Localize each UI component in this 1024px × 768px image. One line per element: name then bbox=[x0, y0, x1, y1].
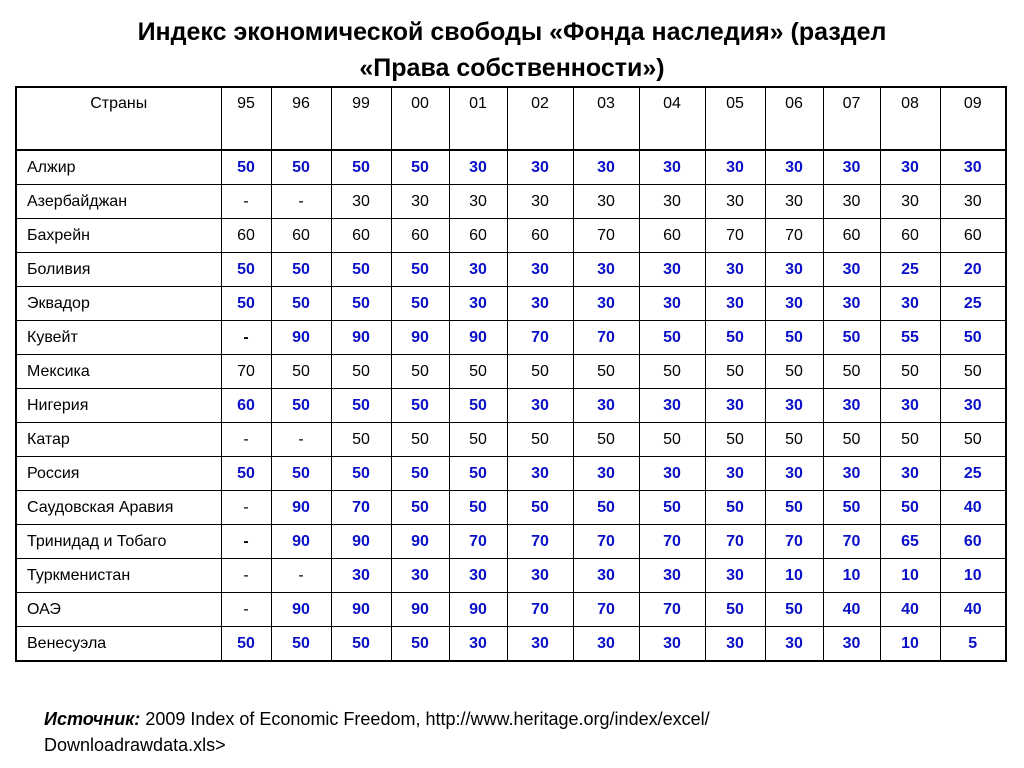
value-cell: 30 bbox=[880, 150, 940, 185]
country-cell: Алжир bbox=[16, 150, 221, 185]
country-cell: Азербайджан bbox=[16, 185, 221, 219]
value-cell: 50 bbox=[639, 491, 705, 525]
value-cell: 50 bbox=[940, 355, 1006, 389]
value-cell: 50 bbox=[573, 355, 639, 389]
value-cell: 30 bbox=[823, 627, 880, 662]
value-cell: 30 bbox=[765, 253, 823, 287]
value-cell: 50 bbox=[449, 491, 507, 525]
value-cell: 60 bbox=[823, 219, 880, 253]
value-cell: 50 bbox=[391, 389, 449, 423]
value-cell: 50 bbox=[271, 355, 331, 389]
value-cell: 60 bbox=[449, 219, 507, 253]
header-year: 96 bbox=[271, 87, 331, 150]
value-cell: 50 bbox=[221, 150, 271, 185]
value-cell: 50 bbox=[823, 321, 880, 355]
value-cell: 40 bbox=[940, 593, 1006, 627]
country-cell: Бахрейн bbox=[16, 219, 221, 253]
value-cell: 50 bbox=[507, 423, 573, 457]
value-cell: 30 bbox=[639, 185, 705, 219]
value-cell: 50 bbox=[705, 593, 765, 627]
value-cell: 50 bbox=[705, 321, 765, 355]
value-cell: 30 bbox=[705, 253, 765, 287]
value-cell: 30 bbox=[639, 457, 705, 491]
value-cell: 30 bbox=[507, 559, 573, 593]
value-cell: 30 bbox=[573, 185, 639, 219]
header-year: 03 bbox=[573, 87, 639, 150]
value-cell: 30 bbox=[765, 150, 823, 185]
source-note bbox=[44, 706, 710, 758]
header-year: 09 bbox=[940, 87, 1006, 150]
value-cell: 40 bbox=[823, 593, 880, 627]
value-cell: 50 bbox=[331, 627, 391, 662]
value-cell: - bbox=[221, 321, 271, 355]
value-cell: 50 bbox=[331, 287, 391, 321]
value-cell: 70 bbox=[331, 491, 391, 525]
header-year: 95 bbox=[221, 87, 271, 150]
value-cell: 30 bbox=[639, 559, 705, 593]
value-cell: 90 bbox=[391, 593, 449, 627]
value-cell: 10 bbox=[765, 559, 823, 593]
value-cell: 30 bbox=[639, 150, 705, 185]
table-row bbox=[16, 389, 1006, 423]
value-cell: 50 bbox=[221, 253, 271, 287]
value-cell: 30 bbox=[765, 185, 823, 219]
value-cell: 50 bbox=[331, 355, 391, 389]
value-cell: 70 bbox=[573, 321, 639, 355]
value-cell: 90 bbox=[331, 321, 391, 355]
value-cell: 10 bbox=[940, 559, 1006, 593]
value-cell: 30 bbox=[573, 389, 639, 423]
value-cell: 50 bbox=[823, 423, 880, 457]
value-cell: 50 bbox=[221, 287, 271, 321]
value-cell: 70 bbox=[221, 355, 271, 389]
table-row bbox=[16, 525, 1006, 559]
value-cell: 50 bbox=[940, 321, 1006, 355]
table-header-row bbox=[16, 87, 1006, 150]
country-cell: Эквадор bbox=[16, 287, 221, 321]
value-cell: 50 bbox=[765, 593, 823, 627]
value-cell: 30 bbox=[705, 150, 765, 185]
country-cell: Нигерия bbox=[16, 389, 221, 423]
country-cell: ОАЭ bbox=[16, 593, 221, 627]
value-cell: 30 bbox=[507, 150, 573, 185]
value-cell: 50 bbox=[639, 321, 705, 355]
value-cell: 50 bbox=[573, 491, 639, 525]
value-cell: 60 bbox=[507, 219, 573, 253]
value-cell: - bbox=[221, 593, 271, 627]
table-row bbox=[16, 287, 1006, 321]
value-cell: 50 bbox=[271, 389, 331, 423]
value-cell: 50 bbox=[391, 355, 449, 389]
value-cell: 30 bbox=[639, 389, 705, 423]
value-cell: 60 bbox=[391, 219, 449, 253]
value-cell: 30 bbox=[765, 389, 823, 423]
value-cell: 30 bbox=[331, 559, 391, 593]
country-cell: Венесуэла bbox=[16, 627, 221, 662]
value-cell: 10 bbox=[880, 627, 940, 662]
value-cell: - bbox=[221, 423, 271, 457]
value-cell: 50 bbox=[331, 423, 391, 457]
country-cell: Саудовская Аравия bbox=[16, 491, 221, 525]
value-cell: 30 bbox=[765, 457, 823, 491]
value-cell: 30 bbox=[880, 287, 940, 321]
value-cell: 30 bbox=[765, 287, 823, 321]
table-row bbox=[16, 491, 1006, 525]
value-cell: 70 bbox=[449, 525, 507, 559]
value-cell: 25 bbox=[940, 457, 1006, 491]
title-line-1: Индекс экономической свободы «Фонда наследия» (раздел bbox=[137, 18, 887, 46]
value-cell: 50 bbox=[880, 423, 940, 457]
value-cell: 50 bbox=[449, 457, 507, 491]
value-cell: 30 bbox=[573, 627, 639, 662]
value-cell: 25 bbox=[880, 253, 940, 287]
value-cell: 90 bbox=[391, 525, 449, 559]
value-cell: 30 bbox=[573, 253, 639, 287]
table-row bbox=[16, 253, 1006, 287]
value-cell: 70 bbox=[573, 525, 639, 559]
value-cell: 30 bbox=[573, 287, 639, 321]
value-cell: 55 bbox=[880, 321, 940, 355]
value-cell: 50 bbox=[221, 627, 271, 662]
value-cell: - bbox=[221, 491, 271, 525]
value-cell: 50 bbox=[271, 457, 331, 491]
value-cell: 30 bbox=[639, 253, 705, 287]
value-cell: 40 bbox=[940, 491, 1006, 525]
value-cell: 50 bbox=[449, 423, 507, 457]
table-row bbox=[16, 457, 1006, 491]
value-cell: 90 bbox=[331, 525, 391, 559]
value-cell: 70 bbox=[823, 525, 880, 559]
value-cell: 30 bbox=[507, 185, 573, 219]
table-row bbox=[16, 355, 1006, 389]
value-cell: 30 bbox=[639, 627, 705, 662]
header-year: 08 bbox=[880, 87, 940, 150]
value-cell: 70 bbox=[507, 593, 573, 627]
value-cell: 30 bbox=[573, 150, 639, 185]
value-cell: 30 bbox=[573, 457, 639, 491]
page-title bbox=[0, 14, 1024, 86]
value-cell: 30 bbox=[507, 253, 573, 287]
value-cell: 70 bbox=[573, 593, 639, 627]
value-cell: 50 bbox=[331, 457, 391, 491]
value-cell: 50 bbox=[391, 423, 449, 457]
value-cell: 60 bbox=[940, 525, 1006, 559]
value-cell: 30 bbox=[507, 627, 573, 662]
value-cell: 30 bbox=[823, 185, 880, 219]
value-cell: 90 bbox=[271, 525, 331, 559]
value-cell: 50 bbox=[823, 355, 880, 389]
value-cell: 60 bbox=[880, 219, 940, 253]
value-cell: 30 bbox=[639, 287, 705, 321]
value-cell: 90 bbox=[271, 593, 331, 627]
value-cell: 50 bbox=[391, 253, 449, 287]
header-year: 99 bbox=[331, 87, 391, 150]
country-cell: Мексика bbox=[16, 355, 221, 389]
value-cell: 30 bbox=[705, 457, 765, 491]
value-cell: 50 bbox=[331, 150, 391, 185]
value-cell: 30 bbox=[507, 287, 573, 321]
header-year: 07 bbox=[823, 87, 880, 150]
value-cell: 30 bbox=[823, 253, 880, 287]
value-cell: 30 bbox=[823, 457, 880, 491]
value-cell: 65 bbox=[880, 525, 940, 559]
value-cell: 50 bbox=[705, 423, 765, 457]
value-cell: 30 bbox=[940, 185, 1006, 219]
header-year: 05 bbox=[705, 87, 765, 150]
value-cell: 70 bbox=[573, 219, 639, 253]
value-cell: 90 bbox=[449, 321, 507, 355]
value-cell: 50 bbox=[271, 627, 331, 662]
value-cell: 50 bbox=[449, 355, 507, 389]
value-cell: 50 bbox=[391, 150, 449, 185]
value-cell: 70 bbox=[639, 525, 705, 559]
value-cell: 30 bbox=[391, 185, 449, 219]
value-cell: 30 bbox=[880, 185, 940, 219]
source-text-line-2: Downloadrawdata.xls> bbox=[44, 735, 226, 755]
source-text: 2009 Index of Economic Freedom, http://www.heritage.org/index/excel/ bbox=[140, 709, 710, 729]
header-year: 04 bbox=[639, 87, 705, 150]
value-cell: 50 bbox=[765, 355, 823, 389]
value-cell: 30 bbox=[705, 185, 765, 219]
value-cell: 25 bbox=[940, 287, 1006, 321]
value-cell: - bbox=[271, 559, 331, 593]
value-cell: 50 bbox=[271, 253, 331, 287]
title-line-2: «Права собственности») bbox=[359, 54, 665, 82]
country-cell: Боливия bbox=[16, 253, 221, 287]
value-cell: 30 bbox=[940, 150, 1006, 185]
value-cell: 50 bbox=[331, 253, 391, 287]
table-row bbox=[16, 185, 1006, 219]
value-cell: 50 bbox=[271, 287, 331, 321]
country-cell: Россия bbox=[16, 457, 221, 491]
header-country: Страны bbox=[16, 87, 221, 150]
country-cell: Кувейт bbox=[16, 321, 221, 355]
value-cell: 50 bbox=[880, 491, 940, 525]
value-cell: 30 bbox=[507, 457, 573, 491]
value-cell: 60 bbox=[940, 219, 1006, 253]
property-rights-table bbox=[15, 86, 1007, 662]
value-cell: 50 bbox=[391, 627, 449, 662]
value-cell: 30 bbox=[705, 287, 765, 321]
value-cell: 30 bbox=[823, 150, 880, 185]
value-cell: 60 bbox=[221, 219, 271, 253]
value-cell: 30 bbox=[449, 559, 507, 593]
value-cell: 60 bbox=[221, 389, 271, 423]
value-cell: 30 bbox=[940, 389, 1006, 423]
value-cell: 30 bbox=[449, 627, 507, 662]
header-year: 02 bbox=[507, 87, 573, 150]
value-cell: 50 bbox=[331, 389, 391, 423]
value-cell: 60 bbox=[331, 219, 391, 253]
value-cell: 50 bbox=[639, 355, 705, 389]
value-cell: 90 bbox=[271, 321, 331, 355]
value-cell: 30 bbox=[449, 150, 507, 185]
value-cell: - bbox=[271, 185, 331, 219]
value-cell: 50 bbox=[880, 355, 940, 389]
value-cell: - bbox=[221, 185, 271, 219]
value-cell: 70 bbox=[507, 525, 573, 559]
value-cell: 50 bbox=[221, 457, 271, 491]
value-cell: - bbox=[271, 423, 331, 457]
header-year: 06 bbox=[765, 87, 823, 150]
value-cell: 40 bbox=[880, 593, 940, 627]
value-cell: 30 bbox=[507, 389, 573, 423]
value-cell: 90 bbox=[391, 321, 449, 355]
value-cell: - bbox=[221, 559, 271, 593]
table-row bbox=[16, 593, 1006, 627]
value-cell: 30 bbox=[573, 559, 639, 593]
value-cell: 30 bbox=[331, 185, 391, 219]
value-cell: 30 bbox=[705, 389, 765, 423]
value-cell: 70 bbox=[705, 525, 765, 559]
source-label: Источник: bbox=[44, 709, 141, 729]
value-cell: 50 bbox=[765, 423, 823, 457]
table-row bbox=[16, 627, 1006, 662]
header-year: 01 bbox=[449, 87, 507, 150]
table-row bbox=[16, 150, 1006, 185]
value-cell: 70 bbox=[765, 525, 823, 559]
value-cell: 10 bbox=[880, 559, 940, 593]
value-cell: 60 bbox=[271, 219, 331, 253]
value-cell: 50 bbox=[507, 491, 573, 525]
value-cell: 10 bbox=[823, 559, 880, 593]
value-cell: 30 bbox=[449, 287, 507, 321]
value-cell: 50 bbox=[391, 491, 449, 525]
value-cell: 20 bbox=[940, 253, 1006, 287]
value-cell: 30 bbox=[880, 389, 940, 423]
value-cell: 90 bbox=[449, 593, 507, 627]
value-cell: 60 bbox=[639, 219, 705, 253]
value-cell: 70 bbox=[705, 219, 765, 253]
value-cell: 50 bbox=[449, 389, 507, 423]
value-cell: 30 bbox=[880, 457, 940, 491]
value-cell: 50 bbox=[940, 423, 1006, 457]
value-cell: - bbox=[221, 525, 271, 559]
value-cell: 50 bbox=[391, 287, 449, 321]
value-cell: 50 bbox=[507, 355, 573, 389]
value-cell: 50 bbox=[573, 423, 639, 457]
value-cell: 30 bbox=[449, 253, 507, 287]
value-cell: 70 bbox=[507, 321, 573, 355]
table-row bbox=[16, 559, 1006, 593]
value-cell: 30 bbox=[705, 559, 765, 593]
value-cell: 30 bbox=[823, 389, 880, 423]
value-cell: 50 bbox=[391, 457, 449, 491]
table-row bbox=[16, 423, 1006, 457]
value-cell: 50 bbox=[705, 355, 765, 389]
value-cell: 5 bbox=[940, 627, 1006, 662]
table-row bbox=[16, 321, 1006, 355]
value-cell: 50 bbox=[765, 491, 823, 525]
value-cell: 30 bbox=[391, 559, 449, 593]
value-cell: 30 bbox=[823, 287, 880, 321]
country-cell: Катар bbox=[16, 423, 221, 457]
value-cell: 90 bbox=[331, 593, 391, 627]
header-year: 00 bbox=[391, 87, 449, 150]
country-cell: Тринидад и Тобаго bbox=[16, 525, 221, 559]
value-cell: 90 bbox=[271, 491, 331, 525]
value-cell: 30 bbox=[765, 627, 823, 662]
value-cell: 30 bbox=[705, 627, 765, 662]
value-cell: 50 bbox=[639, 423, 705, 457]
value-cell: 70 bbox=[765, 219, 823, 253]
value-cell: 50 bbox=[823, 491, 880, 525]
value-cell: 50 bbox=[705, 491, 765, 525]
value-cell: 70 bbox=[639, 593, 705, 627]
value-cell: 50 bbox=[271, 150, 331, 185]
value-cell: 30 bbox=[449, 185, 507, 219]
table-row bbox=[16, 219, 1006, 253]
country-cell: Туркменистан bbox=[16, 559, 221, 593]
value-cell: 50 bbox=[765, 321, 823, 355]
